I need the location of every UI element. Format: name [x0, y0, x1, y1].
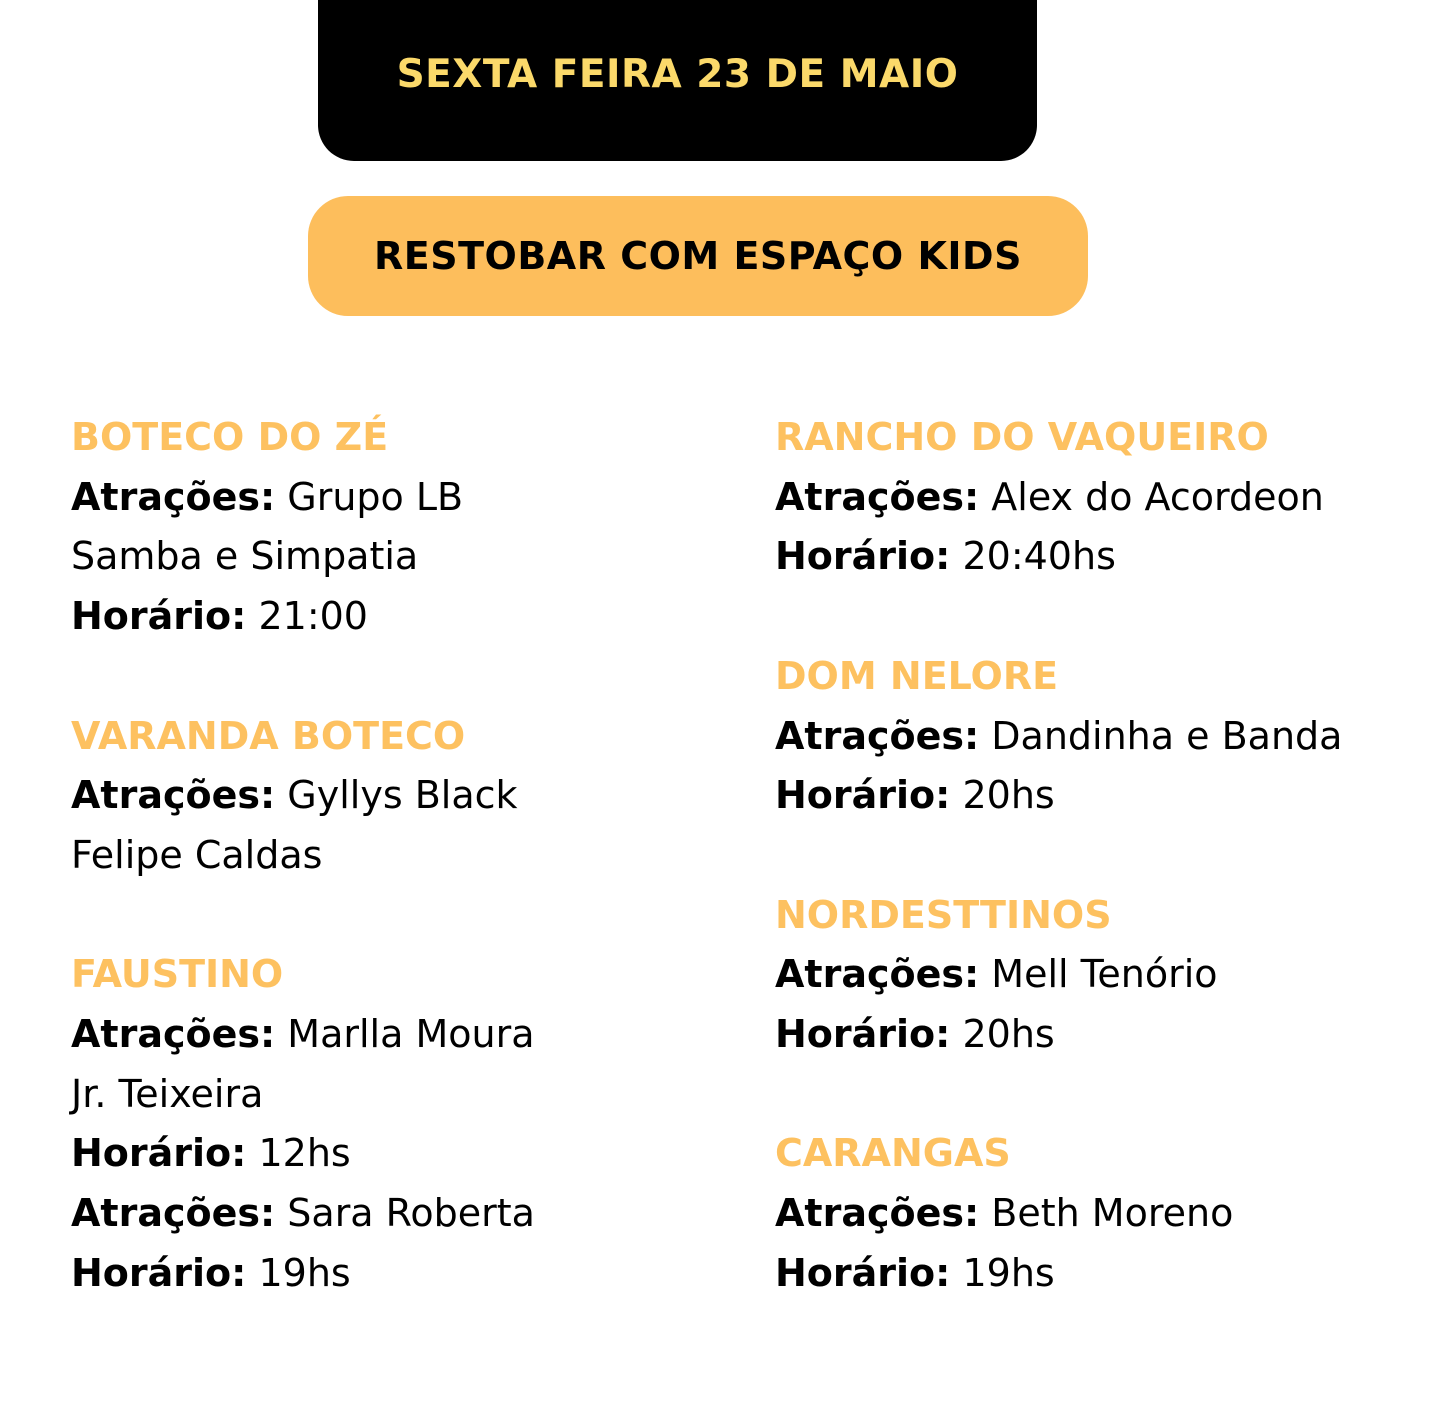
right-venue-column — [775, 408, 1415, 1304]
time-label: Horário: — [71, 1131, 247, 1176]
time-line — [71, 1124, 711, 1184]
category-label: RESTOBAR COM ESPAÇO KIDS — [374, 234, 1022, 278]
attractions-value: Beth Moreno — [991, 1191, 1234, 1236]
venue-varanda-boteco — [71, 707, 711, 886]
attractions-line — [71, 766, 711, 826]
attractions-value: Mell Tenório — [991, 952, 1218, 997]
attractions-label: Atrações: — [71, 773, 276, 818]
venue-boteco-do-ze — [71, 408, 711, 647]
attractions-line — [71, 1005, 711, 1065]
date-banner — [318, 0, 1037, 161]
attractions-label: Atrações: — [775, 952, 980, 997]
attractions-continuation: Samba e Simpatia — [71, 534, 419, 579]
attractions-label: Atrações: — [71, 1012, 276, 1056]
attractions-value: Alex do Acordeon — [991, 474, 1324, 519]
time-value: 19hs — [962, 1250, 1055, 1295]
category-pill — [308, 196, 1088, 316]
venue-rancho-do-vaqueiro — [775, 408, 1415, 587]
time-value: 19hs — [258, 1250, 351, 1295]
time-label: Horário: — [775, 773, 951, 818]
venue-name: NORDESTTINOS — [775, 892, 1112, 937]
venue-name: RANCHO DO VAQUEIRO — [775, 415, 1269, 459]
time-label: Horário: — [71, 594, 247, 639]
venue-dom-nelore — [775, 647, 1415, 826]
attractions-label: Atrações: — [71, 474, 276, 519]
attractions-label: Atrações: — [775, 1191, 980, 1236]
venue-faustino — [71, 945, 711, 1303]
attractions-value: Dandinha e Banda — [991, 713, 1343, 758]
attractions-label: Atrações: — [775, 474, 980, 519]
attractions-continuation: Jr. Teixeira — [71, 1071, 264, 1116]
venue-carangas — [775, 1124, 1415, 1303]
time-line — [775, 1005, 1415, 1065]
attractions-value: Grupo LB — [287, 474, 464, 519]
venue-name: FAUSTINO — [71, 952, 284, 997]
attractions-line — [775, 945, 1415, 1005]
time-line — [775, 527, 1415, 587]
venue-name: BOTECO DO ZÉ — [71, 415, 389, 459]
attractions-line-2 — [71, 1184, 711, 1244]
attractions-value: Sara Roberta — [287, 1191, 535, 1236]
time-label: Horário: — [775, 534, 951, 579]
venue-name: VARANDA BOTECO — [71, 713, 466, 758]
attractions-line — [775, 468, 1415, 528]
time-value: 21:00 — [258, 594, 368, 639]
venue-nordesttinos — [775, 886, 1415, 1065]
time-value: 20hs — [962, 773, 1055, 818]
attractions-continuation: Felipe Caldas — [71, 832, 323, 877]
time-label: Horário: — [71, 1250, 247, 1295]
time-value: 12hs — [258, 1131, 351, 1176]
venue-name: DOM NELORE — [775, 653, 1059, 698]
left-venue-column — [71, 408, 711, 1304]
time-value: 20hs — [962, 1012, 1055, 1056]
venue-name: CARANGAS — [775, 1131, 1011, 1176]
attractions-line — [71, 468, 711, 528]
time-line-2 — [71, 1244, 711, 1304]
attractions-value: Gyllys Black — [287, 773, 518, 818]
attractions-label: Atrações: — [71, 1191, 276, 1236]
event-date: SEXTA FEIRA 23 DE MAIO — [396, 52, 959, 97]
time-line — [775, 1244, 1415, 1304]
attractions-value: Marlla Moura — [287, 1012, 535, 1056]
time-line — [775, 766, 1415, 826]
attractions-label: Atrações: — [775, 713, 980, 758]
time-label: Horário: — [775, 1250, 951, 1295]
time-label: Horário: — [775, 1012, 951, 1056]
attractions-line — [775, 707, 1415, 767]
attractions-line — [775, 1184, 1415, 1244]
time-value: 20:40hs — [962, 534, 1116, 579]
time-line — [71, 587, 711, 647]
